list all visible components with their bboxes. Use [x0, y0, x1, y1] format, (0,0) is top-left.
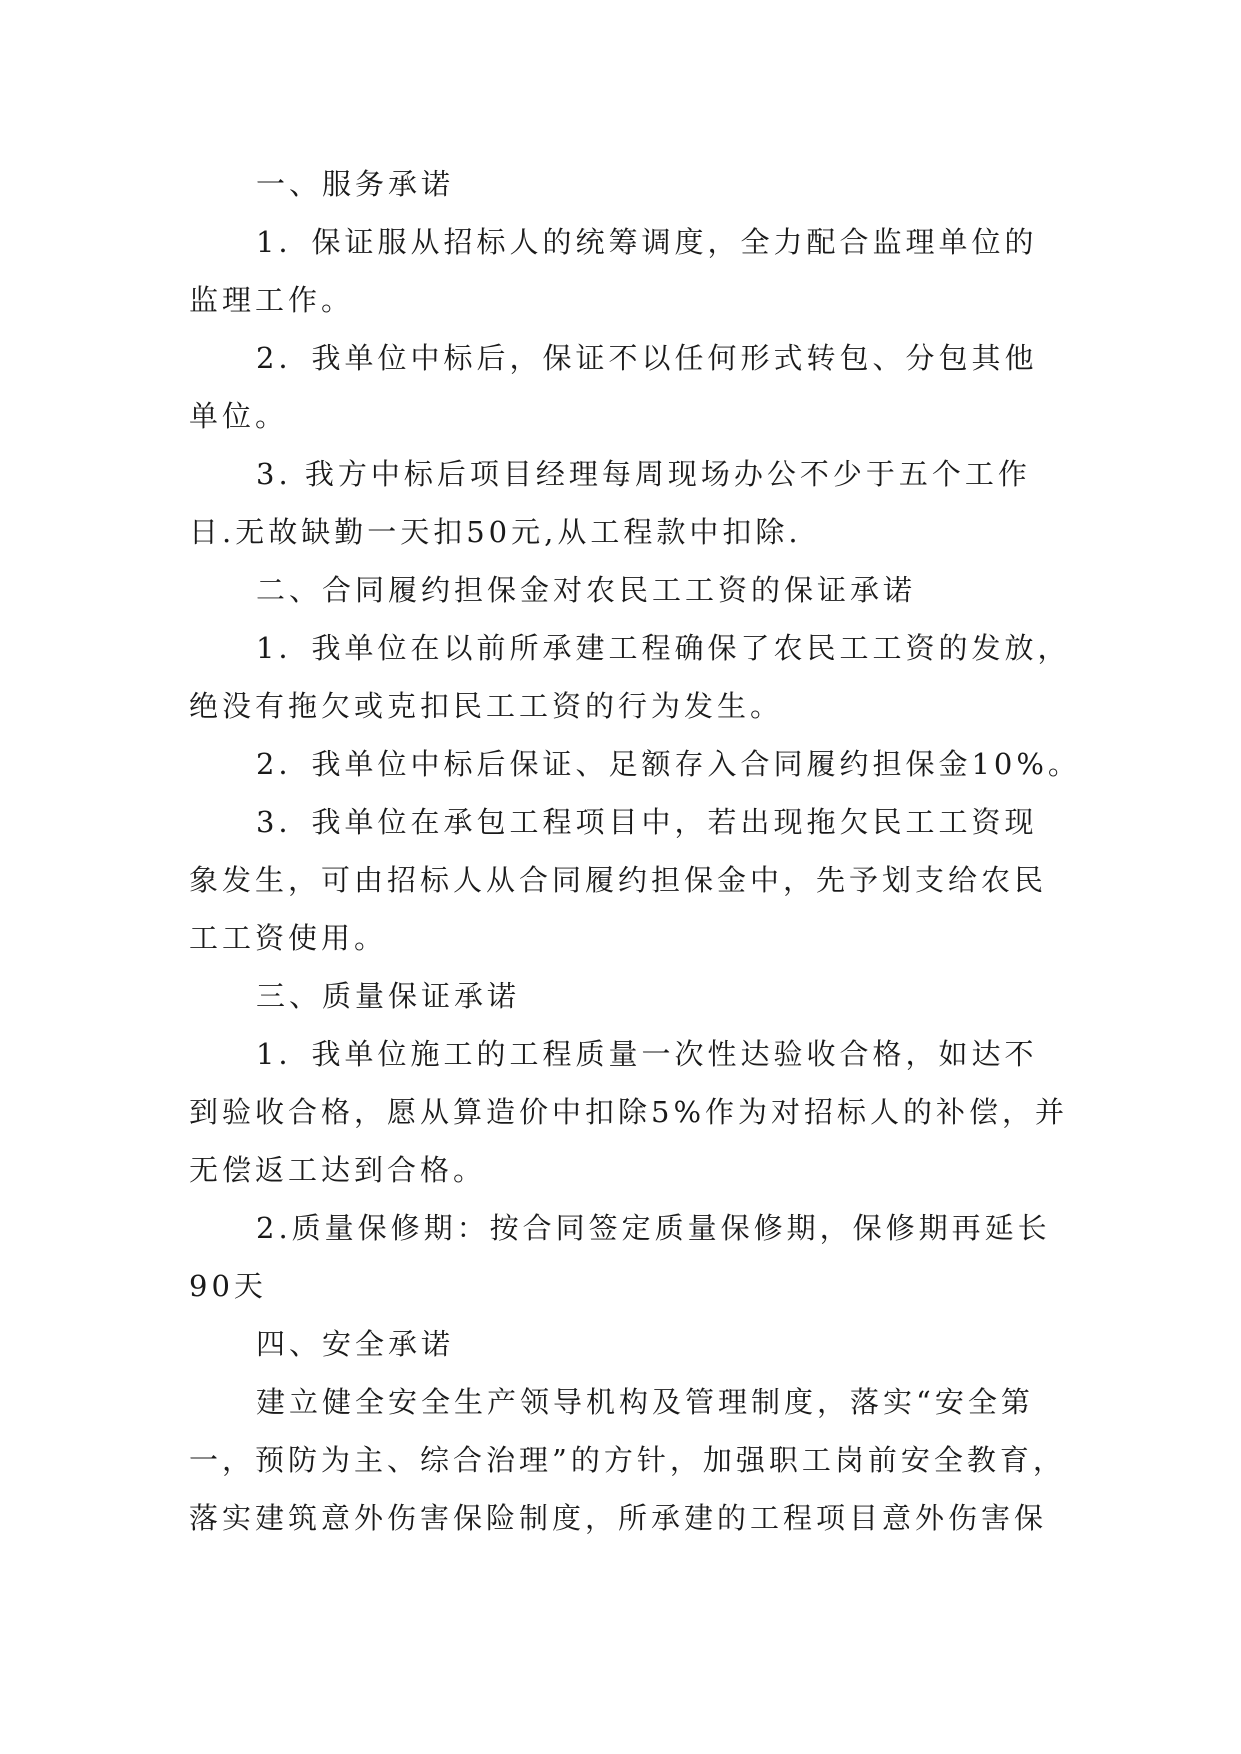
- paragraph-line: 绝没有拖欠或克扣民工工资的行为发生。: [189, 689, 784, 723]
- paragraph-line: 日.无故缺勤一天扣50元,从工程款中扣除.: [189, 515, 802, 549]
- paragraph-line: 落实建筑意外伤害保险制度，所承建的工程项目意外伤害保: [189, 1501, 1048, 1535]
- paragraph-line: 2．我单位中标后保证、足额存入合同履约担保金10%。: [256, 747, 1081, 781]
- paragraph-line: 无偿返工达到合格。: [189, 1153, 487, 1187]
- paragraph-line: 1．我单位在以前所承建工程确保了农民工工资的发放，: [256, 631, 1071, 665]
- paragraph-line: 建立健全安全生产领导机构及管理制度，落实“安全第: [256, 1385, 1034, 1419]
- paragraph-line: 3. 我方中标后项目经理每周现场办公不少于五个工作: [256, 457, 1031, 491]
- paragraph-line: 到验收合格，愿从算造价中扣除5%作为对招标人的补偿，并: [189, 1095, 1069, 1129]
- paragraph-line: 2.质量保修期：按合同签定质量保修期，保修期再延长: [256, 1211, 1051, 1245]
- paragraph-line: 单位。: [189, 399, 289, 433]
- paragraph-line: 2．我单位中标后，保证不以任何形式转包、分包其他: [256, 341, 1038, 375]
- paragraph-line: 1．保证服从招标人的统筹调度，全力配合监理单位的: [256, 225, 1038, 259]
- section-heading-safety-commitment: 四、安全承诺: [256, 1327, 455, 1361]
- section-heading-quality-commitment: 三、质量保证承诺: [256, 979, 521, 1013]
- section-heading-service-commitment: 一、服务承诺: [256, 167, 455, 201]
- paragraph-line: 3．我单位在承包工程项目中，若出现拖欠民工工资现: [256, 805, 1038, 839]
- paragraph-line: 1．我单位施工的工程质量一次性达验收合格，如达不: [256, 1037, 1038, 1071]
- section-heading-wage-guarantee: 二、合同履约担保金对农民工工资的保证承诺: [256, 573, 917, 607]
- paragraph-line: 90天: [189, 1269, 267, 1303]
- paragraph-line: 监理工作。: [189, 283, 355, 317]
- paragraph-line: 象发生，可由招标人从合同履约担保金中，先予划支给农民: [189, 863, 1048, 897]
- paragraph-line: 工工资使用。: [189, 921, 388, 955]
- paragraph-line: 一，预防为主、综合治理”的方针，加强职工岗前安全教育，: [189, 1443, 1066, 1477]
